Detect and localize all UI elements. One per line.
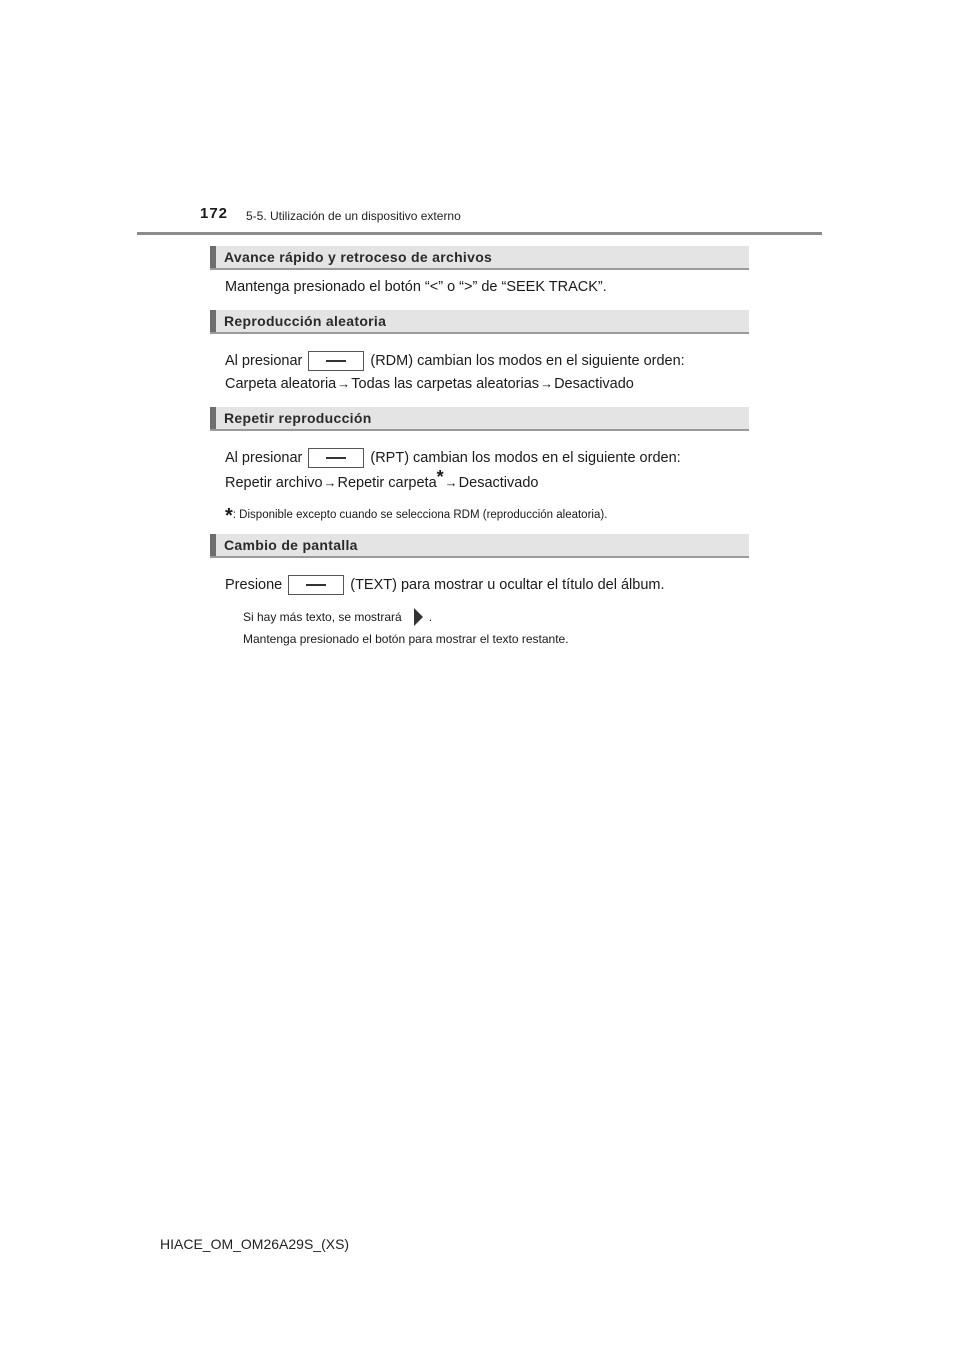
repeat-mode-sequence <box>225 467 539 491</box>
arrow-icon: → <box>337 376 351 391</box>
repeat-footnote <box>225 505 607 528</box>
section-heading-title: Reproducción aleatoria <box>224 313 387 329</box>
fast-forward-text: Mantenga presionado el botón “<” o “>” de “SEEK TRACK”. <box>225 279 607 295</box>
rdm-button-icon <box>308 351 364 371</box>
header-rule <box>137 232 822 235</box>
section-path: 5-5. Utilización de un dispositivo externo <box>246 209 461 223</box>
footnote-star: * <box>225 505 233 527</box>
more-text-triangle-icon <box>414 608 423 626</box>
display-text-after: (TEXT) para mostrar u ocultar el título del álbum. <box>350 577 665 593</box>
text-button-icon <box>288 575 344 595</box>
random-text-after: (RDM) cambian los modos en el siguiente orden: <box>370 353 685 369</box>
rpt-button-icon <box>308 448 364 468</box>
page-number: 172 <box>200 205 229 222</box>
random-mode-2: Todas las carpetas aleatorias <box>351 376 540 392</box>
repeat-text-before: Al presionar <box>225 450 303 466</box>
arrow-icon: → <box>444 475 458 490</box>
random-instruction <box>225 351 685 371</box>
random-mode-sequence <box>225 376 634 392</box>
more-text-before: Si hay más texto, se mostrará <box>243 610 402 624</box>
repeat-text-after: (RPT) cambian los modos en el siguiente orden: <box>370 450 681 466</box>
arrow-icon: → <box>540 376 554 391</box>
section-heading-title: Repetir reproducción <box>224 410 372 426</box>
more-text-after: . <box>428 610 433 624</box>
repeat-mode-1: Repetir archivo <box>225 475 323 491</box>
display-instruction <box>225 575 665 595</box>
section-heading-repeat <box>210 407 749 431</box>
section-heading-bar <box>210 310 216 332</box>
repeat-mode-3: Desactivado <box>458 475 539 491</box>
section-heading-bar <box>210 534 216 556</box>
hold-text-note: Mantenga presionado el botón para mostrar el texto restante. <box>243 632 569 646</box>
section-heading-display <box>210 534 749 558</box>
section-heading-bar <box>210 407 216 429</box>
repeat-instruction <box>225 448 681 468</box>
section-heading-random <box>210 310 749 334</box>
section-heading-title: Avance rápido y retroceso de archivos <box>224 249 493 265</box>
random-mode-1: Carpeta aleatoria <box>225 376 337 392</box>
section-heading-bar <box>210 246 216 268</box>
random-text-before: Al presionar <box>225 353 303 369</box>
footnote-text: : Disponible excepto cuando se selecciona RDM (reproducción aleatoria). <box>232 509 608 521</box>
repeat-mode-2: Repetir carpeta <box>337 475 437 491</box>
section-heading-fast-forward <box>210 246 749 270</box>
more-text-note <box>243 608 432 626</box>
footer-code: HIACE_OM_OM26A29S_(XS) <box>160 1236 350 1252</box>
arrow-icon: → <box>323 475 337 490</box>
random-mode-3: Desactivado <box>554 376 634 392</box>
footnote-marker: * <box>436 467 444 487</box>
section-heading-title: Cambio de pantalla <box>224 537 358 553</box>
display-text-before: Presione <box>225 577 283 593</box>
